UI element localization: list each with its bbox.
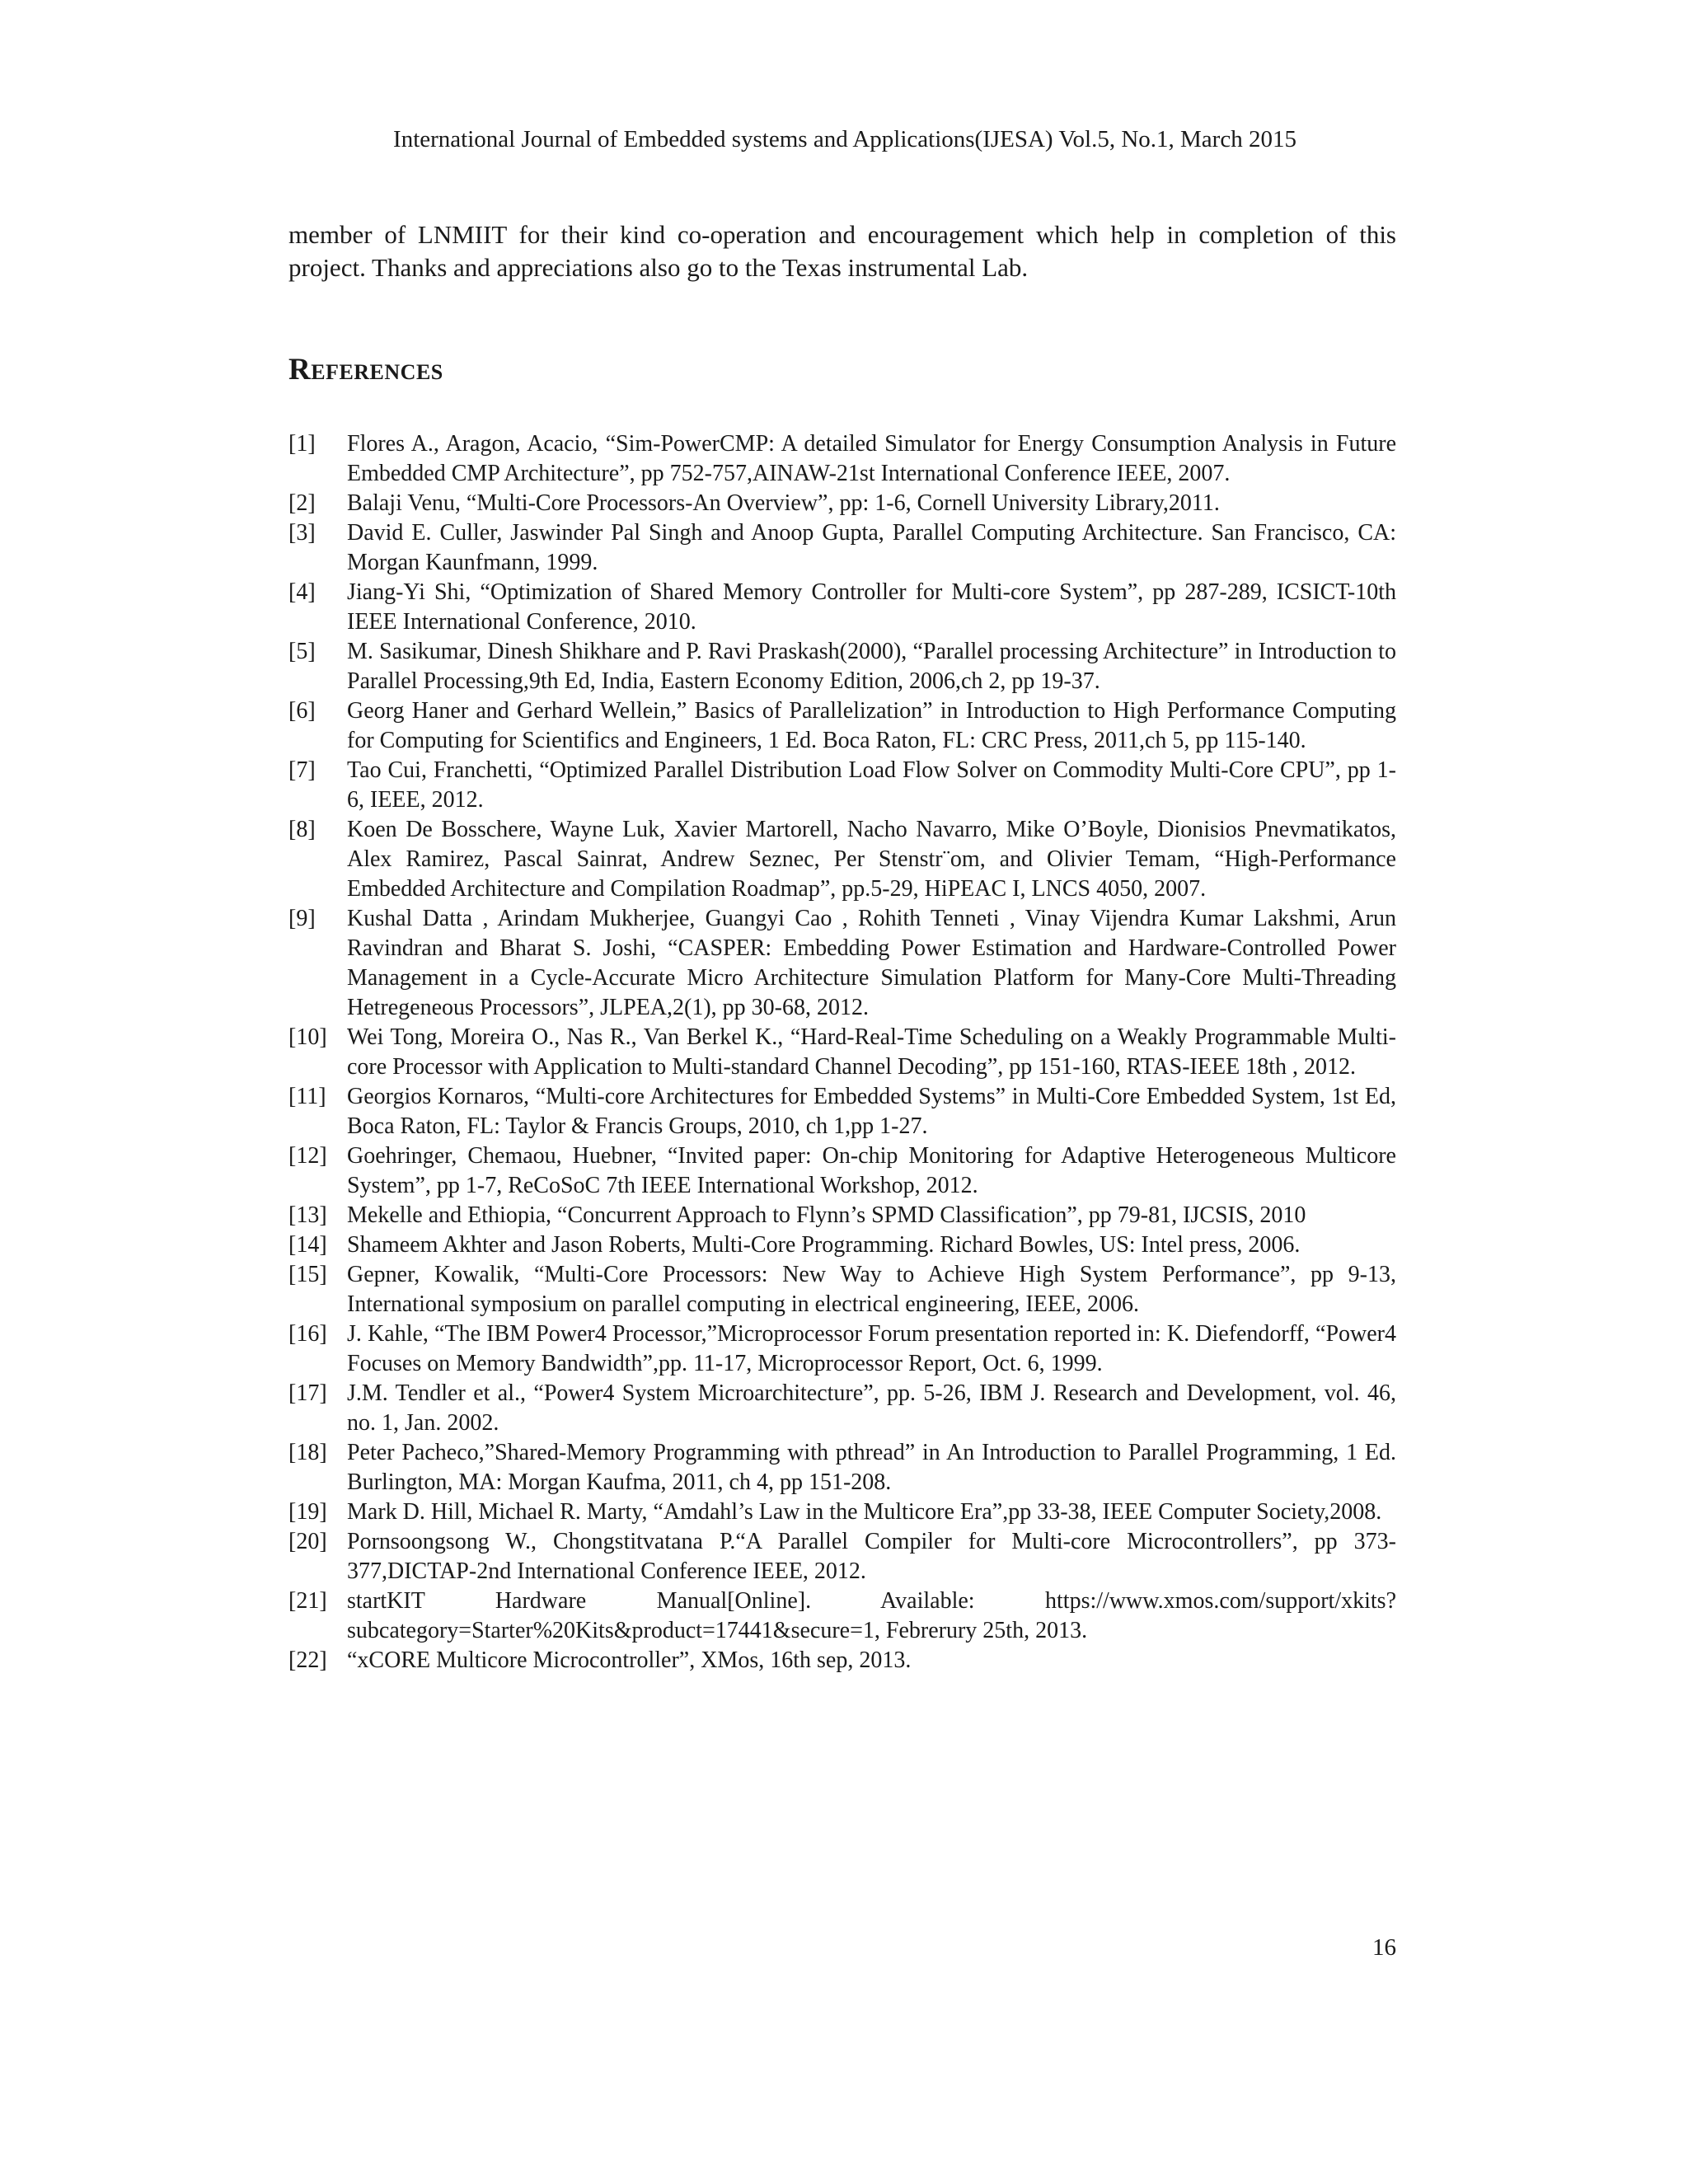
reference-item (288, 1141, 1396, 1201)
reference-text: Pornsoongsong W., Chongstitvatana P.“A Parallel Compiler for Multi-core Microcontrollers”, pp 373-377,DICTAP-2nd International Conference IEEE, 2012. (347, 1529, 1396, 1584)
reference-item (288, 815, 1396, 904)
reference-number: [6] (288, 698, 316, 724)
reference-text: Kushal Datta , Arindam Mukherjee, Guangyi Cao , Rohith Tenneti , Vinay Vijendra Kumar Lakshmi, Arun Ravindran and Bharat S. Joshi, “CASPER: Embedding Power Estimation and Hardware-Controlled Power Management in a Cycle-Accurate Micro Architecture Simulation Platform for Many-Core Multi-Threading Hetregeneous Processors”, JLPEA,2(1), pp 30-68, 2012. (347, 906, 1396, 1020)
reference-text: Georg Haner and Gerhard Wellein,” Basics of Parallelization” in Introduction to High Performance Computing for Computing for Scientifics and Engineers, 1 Ed. Boca Raton, FL: CRC Press, 2011,ch 5, pp 115-140. (347, 698, 1396, 753)
reference-item (288, 1438, 1396, 1497)
reference-item (288, 1201, 1396, 1230)
reference-text: M. Sasikumar, Dinesh Shikhare and P. Ravi Praskash(2000), “Parallel processing Architecture” in Introduction to Parallel Processing,9th Ed, India, Eastern Economy Edition, 2006,ch 2, pp 19-37. (347, 639, 1396, 694)
reference-number: [5] (288, 639, 316, 664)
reference-number: [15] (288, 1262, 327, 1287)
reference-item (288, 637, 1396, 696)
reference-text: Gepner, Kowalik, “Multi-Core Processors: New Way to Achieve High System Performance”, pp 9-13, International symposium on parallel computing in electrical engineering, IEEE, 2006. (347, 1262, 1396, 1317)
reference-text: “xCORE Multicore Microcontroller”, XMos, 16th sep, 2013. (347, 1647, 912, 1673)
reference-item (288, 1260, 1396, 1319)
reference-number: [20] (288, 1529, 327, 1554)
reference-number: [18] (288, 1440, 327, 1465)
reference-number: [17] (288, 1380, 327, 1406)
reference-item (288, 578, 1396, 637)
reference-number: [11] (288, 1084, 326, 1109)
reference-text: Mark D. Hill, Michael R. Marty, “Amdahl’s Law in the Multicore Era”,pp 33-38, IEEE Computer Society,2008. (347, 1499, 1382, 1525)
reference-list (288, 429, 1396, 1675)
reference-item (288, 518, 1396, 578)
reference-number: [12] (288, 1143, 327, 1169)
reference-number: [2] (288, 490, 316, 516)
reference-number: [22] (288, 1647, 327, 1673)
reference-number: [10] (288, 1024, 327, 1050)
reference-item (288, 1586, 1396, 1646)
reference-number: [21] (288, 1588, 327, 1614)
reference-item (288, 1230, 1396, 1260)
acknowledgement-paragraph: member of LNMIIT for their kind co-operation and encouragement which help in completion of this project. Thanks and appreciations also go to the Texas instrumental Lab. (288, 220, 1396, 282)
page-number: 16 (1372, 1934, 1396, 1961)
reference-number: [7] (288, 757, 316, 783)
reference-text: Goehringer, Chemaou, Huebner, “Invited paper: On-chip Monitoring for Adaptive Heterogeneous Multicore System”, pp 1-7, ReCoSoC 7th IEEE International Workshop, 2012. (347, 1143, 1396, 1198)
reference-item (288, 904, 1396, 1023)
reference-item (288, 1527, 1396, 1586)
references-heading: References (288, 353, 443, 387)
reference-number: [16] (288, 1321, 327, 1347)
reference-number: [14] (288, 1232, 327, 1258)
reference-item (288, 1646, 1396, 1675)
reference-text: Flores A., Aragon, Acacio, “Sim-PowerCMP: A detailed Simulator for Energy Consumption Analysis in Future Embedded CMP Architecture”, pp 752-757,AINAW-21st International Conference IEEE, 2007. (347, 431, 1396, 486)
reference-number: [8] (288, 817, 316, 842)
reference-number: [19] (288, 1499, 327, 1525)
reference-text: Balaji Venu, “Multi-Core Processors-An Overview”, pp: 1-6, Cornell University Library,2011. (347, 490, 1220, 516)
reference-text: David E. Culler, Jaswinder Pal Singh and Anoop Gupta, Parallel Computing Architecture. San Francisco, CA: Morgan Kaunfmann, 1999. (347, 520, 1396, 575)
reference-text: startKIT Hardware Manual[Online]. Available: https://www.xmos.com/support/xkits?subcategory=Starter%20Kits&product=17441&secure=1, Febrerury 25th, 2013. (347, 1588, 1396, 1643)
reference-item (288, 489, 1396, 518)
reference-item (288, 756, 1396, 815)
reference-text: Peter Pacheco,”Shared-Memory Programming with pthread” in An Introduction to Parallel Programming, 1 Ed. Burlington, MA: Morgan Kaufma, 2011, ch 4, pp 151-208. (347, 1440, 1396, 1495)
reference-text: Jiang-Yi Shi, “Optimization of Shared Memory Controller for Multi-core System”, pp 287-289, ICSICT-10th IEEE International Conference, 2010. (347, 579, 1396, 635)
reference-text: Koen De Bosschere, Wayne Luk, Xavier Martorell, Nacho Navarro, Mike O’Boyle, Dionisios Pnevmatikatos, Alex Ramirez, Pascal Sainrat, Andrew Seznec, Per Stenstr¨om, and Olivier Temam, “High-Performance Embedded Architecture and Compilation Roadmap”, pp.5-29, HiPEAC I, LNCS 4050, 2007. (347, 817, 1396, 902)
reference-item (288, 1379, 1396, 1438)
reference-text: Tao Cui, Franchetti, “Optimized Parallel Distribution Load Flow Solver on Commodity Multi-Core CPU”, pp 1-6, IEEE, 2012. (347, 757, 1396, 813)
reference-item (288, 1497, 1396, 1527)
reference-text: Shameem Akhter and Jason Roberts, Multi-Core Programming. Richard Bowles, US: Intel press, 2006. (347, 1232, 1301, 1258)
reference-number: [13] (288, 1202, 327, 1228)
reference-number: [1] (288, 431, 316, 457)
reference-text: Mekelle and Ethiopia, “Concurrent Approach to Flynn’s SPMD Classification”, pp 79-81, IJCSIS, 2010 (347, 1202, 1306, 1228)
running-header: International Journal of Embedded systems and Applications(IJESA) Vol.5, No.1, March 2015 (393, 126, 1296, 152)
reference-item (288, 1023, 1396, 1082)
reference-text: Georgios Kornaros, “Multi-core Architectures for Embedded Systems” in Multi-Core Embedded System, 1st Ed, Boca Raton, FL: Taylor & Francis Groups, 2010, ch 1,pp 1-27. (347, 1084, 1396, 1139)
reference-number: [4] (288, 579, 316, 605)
reference-item (288, 429, 1396, 489)
reference-number: [9] (288, 906, 316, 931)
reference-number: [3] (288, 520, 316, 546)
reference-text: Wei Tong, Moreira O., Nas R., Van Berkel K., “Hard-Real-Time Scheduling on a Weakly Programmable Multi-core Processor with Application to Multi-standard Channel Decoding”, pp 151-160, RTAS-IEEE 18th , 2012. (347, 1024, 1396, 1080)
reference-item (288, 1082, 1396, 1141)
reference-text: J.M. Tendler et al., “Power4 System Microarchitecture”, pp. 5-26, IBM J. Research and Development, vol. 46, no. 1, Jan. 2002. (347, 1380, 1396, 1436)
reference-item (288, 1319, 1396, 1379)
reference-item (288, 696, 1396, 756)
reference-text: J. Kahle, “The IBM Power4 Processor,”Microprocessor Forum presentation reported in: K. Diefendorff, “Power4 Focuses on Memory Bandwidth”,pp. 11-17, Microprocessor Report, Oct. 6, 1999. (347, 1321, 1396, 1376)
